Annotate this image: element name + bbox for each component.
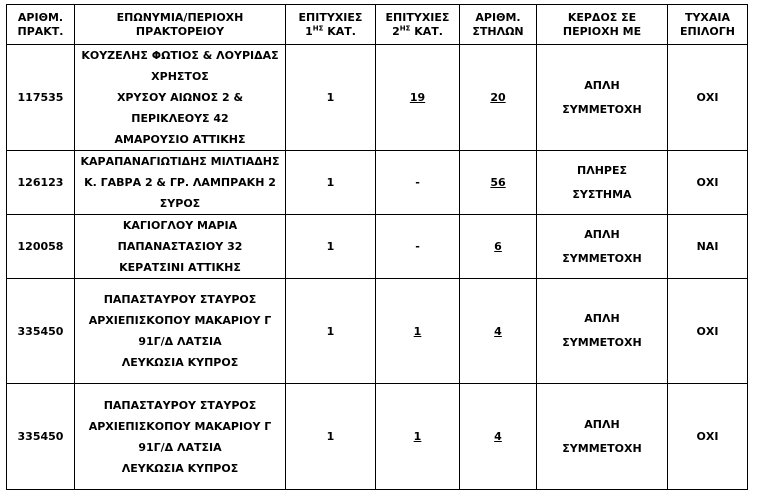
random-pick: ΟΧΙ <box>668 384 748 490</box>
header-wins-first-category <box>286 5 376 45</box>
header-wins-first-ordinal: ΗΣ <box>312 23 324 32</box>
random-pick: ΟΧΙ <box>668 45 748 151</box>
header-wins-first-number: 1 <box>305 24 313 38</box>
columns-value: 6 <box>494 240 502 253</box>
header-random-pick <box>668 5 748 45</box>
wins-second-category <box>376 384 460 490</box>
header-columns-count <box>460 5 537 45</box>
table-row <box>7 215 748 279</box>
agency-code: 335450 <box>7 279 75 384</box>
header-wins-first-category-label: ΚΑΤ. <box>323 24 356 38</box>
wins-second-category <box>376 45 460 151</box>
agency-code: 126123 <box>7 151 75 215</box>
gain-type <box>537 384 668 490</box>
agency-line: ΠΑΠΑΝΑΣΤΑΣΙΟΥ 32 <box>117 240 243 253</box>
wins-first-category: 1 <box>286 151 376 215</box>
agency-line: ΣΥΡΟΣ <box>159 197 201 210</box>
wins-first-category: 1 <box>286 384 376 490</box>
wins-first-category: 1 <box>286 279 376 384</box>
agency-details <box>75 45 286 151</box>
gain-line: ΣΥΜΜΕΤΟΧΗ <box>562 441 642 455</box>
agency-details <box>75 215 286 279</box>
agency-line: 91Γ/Δ ΛΑΤΣΙΑ <box>138 440 222 454</box>
table-row <box>7 45 748 151</box>
table-row <box>7 384 748 490</box>
agency-line: ΠΑΠΑΣΤΑΥΡΟΥ ΣΤΑΥΡΟΣ <box>103 293 257 306</box>
header-agency-code-line-1: ΑΡΙΘΜ. <box>17 10 64 24</box>
agency-code: 120058 <box>7 215 75 279</box>
gain-line: ΣΥΜΜΕΤΟΧΗ <box>562 336 642 349</box>
agency-line: ΚΑΓΙΟΓΛΟΥ ΜΑΡΙΑ <box>122 219 238 232</box>
table-row <box>7 151 748 215</box>
header-agency-name <box>75 5 286 45</box>
columns-count <box>460 151 537 215</box>
agency-line: ΠΕΡΙΚΛΕΟΥΣ 42 <box>131 112 229 125</box>
gain-line: ΑΠΛΗ <box>584 417 620 431</box>
gain-type <box>537 215 668 279</box>
agency-details <box>75 279 286 384</box>
gain-line: ΑΠΛΗ <box>584 312 620 325</box>
header-gain-line-2: ΠΕΡΙΟΧΗ ΜΕ <box>562 24 642 38</box>
agency-code: 335450 <box>7 384 75 490</box>
gain-line: ΑΠΛΗ <box>584 227 620 241</box>
agency-line: ΠΑΠΑΣΤΑΥΡΟΥ ΣΤΑΥΡΟΣ <box>103 398 257 412</box>
agency-line: ΚΟΥΖΕΛΗΣ ΦΩΤΙΟΣ & ΛΟΥΡΙΔΑΣ <box>81 49 279 62</box>
agency-line: ΚΕΡΑΤΣΙΝΙ ΑΤΤΙΚΗΣ <box>119 261 241 274</box>
header-wins-second-number: 2 <box>392 24 400 38</box>
gain-line: ΣΥΣΤΗΜΑ <box>572 187 632 201</box>
header-agency-name-line-2: ΠΡΑΚΤΟΡΕΙΟΥ <box>135 24 225 38</box>
gain-type <box>537 279 668 384</box>
columns-value: 4 <box>494 324 502 338</box>
table-row <box>7 279 748 384</box>
agency-line: ΚΑΡΑΠΑΝΑΓΙΩΤΙΔΗΣ ΜΙΛΤΙΑΔΗΣ <box>80 155 280 168</box>
header-random-line-1: ΤΥΧΑΙΑ <box>684 10 731 24</box>
agency-line: ΑΜΑΡΟΥΣΙΟ ΑΤΤΙΚΗΣ <box>114 133 246 146</box>
header-wins-second-category-label: ΚΑΤ. <box>410 24 443 38</box>
header-gain-line-1: ΚΕΡΔΟΣ ΣΕ <box>567 10 637 24</box>
columns-value: 4 <box>494 430 502 443</box>
header-gain-type <box>537 5 668 45</box>
columns-count <box>460 215 537 279</box>
agency-line: ΛΕΥΚΩΣΙΑ ΚΥΠΡΟΣ <box>121 356 239 369</box>
agency-line: 91Γ/Δ ΛΑΤΣΙΑ <box>138 335 222 348</box>
agency-line: ΛΕΥΚΩΣΙΑ ΚΥΠΡΟΣ <box>121 461 239 475</box>
wins-second-value: 1 <box>413 324 422 338</box>
columns-count <box>460 384 537 490</box>
agency-line: ΑΡΧΙΕΠΙΣΚΟΠΟΥ ΜΑΚΑΡΙΟΥ Γ <box>88 419 272 433</box>
header-columns-line-2: ΣΤΗΛΩΝ <box>472 24 524 38</box>
gain-line: ΣΥΜΜΕΤΟΧΗ <box>562 102 642 116</box>
winning-agencies-table <box>6 4 748 490</box>
wins-second-value: 19 <box>409 91 426 104</box>
header-wins-second-line-1: ΕΠΙΤΥΧΙΕΣ <box>385 10 450 24</box>
gain-line: ΠΛΗΡΕΣ <box>576 163 627 177</box>
header-agency-code-line-2: ΠΡΑΚΤ. <box>17 24 64 38</box>
agency-line: Κ. ΓΑΒΡΑ 2 & ΓΡ. ΛΑΜΠΡΑΚΗ 2 <box>84 176 276 189</box>
header-agency-name-line-1: ΕΠΩΝΥΜΙΑ/ΠΕΡΙΟΧΗ <box>116 10 244 24</box>
agency-line: ΧΡΥΣΟΥ ΑΙΩΝΟΣ 2 & <box>116 91 244 104</box>
header-wins-second-category <box>376 5 460 45</box>
gain-type <box>537 45 668 151</box>
header-wins-first-line-2 <box>289 25 372 39</box>
columns-count <box>460 45 537 151</box>
agency-code: 117535 <box>7 45 75 151</box>
gain-type <box>537 151 668 215</box>
columns-value: 56 <box>490 176 506 189</box>
header-row <box>7 5 748 45</box>
header-wins-second-ordinal: ΗΣ <box>399 23 411 32</box>
agency-details <box>75 384 286 490</box>
wins-second-category: - <box>376 215 460 279</box>
wins-first-category: 1 <box>286 215 376 279</box>
gain-line: ΣΥΜΜΕΤΟΧΗ <box>562 251 642 265</box>
header-agency-code <box>7 5 75 45</box>
gain-line: ΑΠΛΗ <box>584 78 620 92</box>
header-columns-line-1: ΑΡΙΘΜ. <box>475 10 521 24</box>
header-wins-second-line-2 <box>379 25 456 39</box>
random-pick: ΟΧΙ <box>668 279 748 384</box>
agency-line: ΑΡΧΙΕΠΙΣΚΟΠΟΥ ΜΑΚΑΡΙΟΥ Γ <box>88 314 272 327</box>
columns-value: 20 <box>490 91 506 104</box>
wins-second-value: 1 <box>413 430 422 443</box>
agency-details <box>75 151 286 215</box>
columns-count <box>460 279 537 384</box>
wins-second-category <box>376 279 460 384</box>
random-pick: ΝΑΙ <box>668 215 748 279</box>
header-random-line-2: ΕΠΙΛΟΓΗ <box>680 24 735 38</box>
random-pick: ΟΧΙ <box>668 151 748 215</box>
wins-second-category: - <box>376 151 460 215</box>
agency-line: ΧΡΗΣΤΟΣ <box>151 70 209 83</box>
header-wins-first-line-1: ΕΠΙΤΥΧΙΕΣ <box>298 10 363 24</box>
wins-first-category: 1 <box>286 45 376 151</box>
